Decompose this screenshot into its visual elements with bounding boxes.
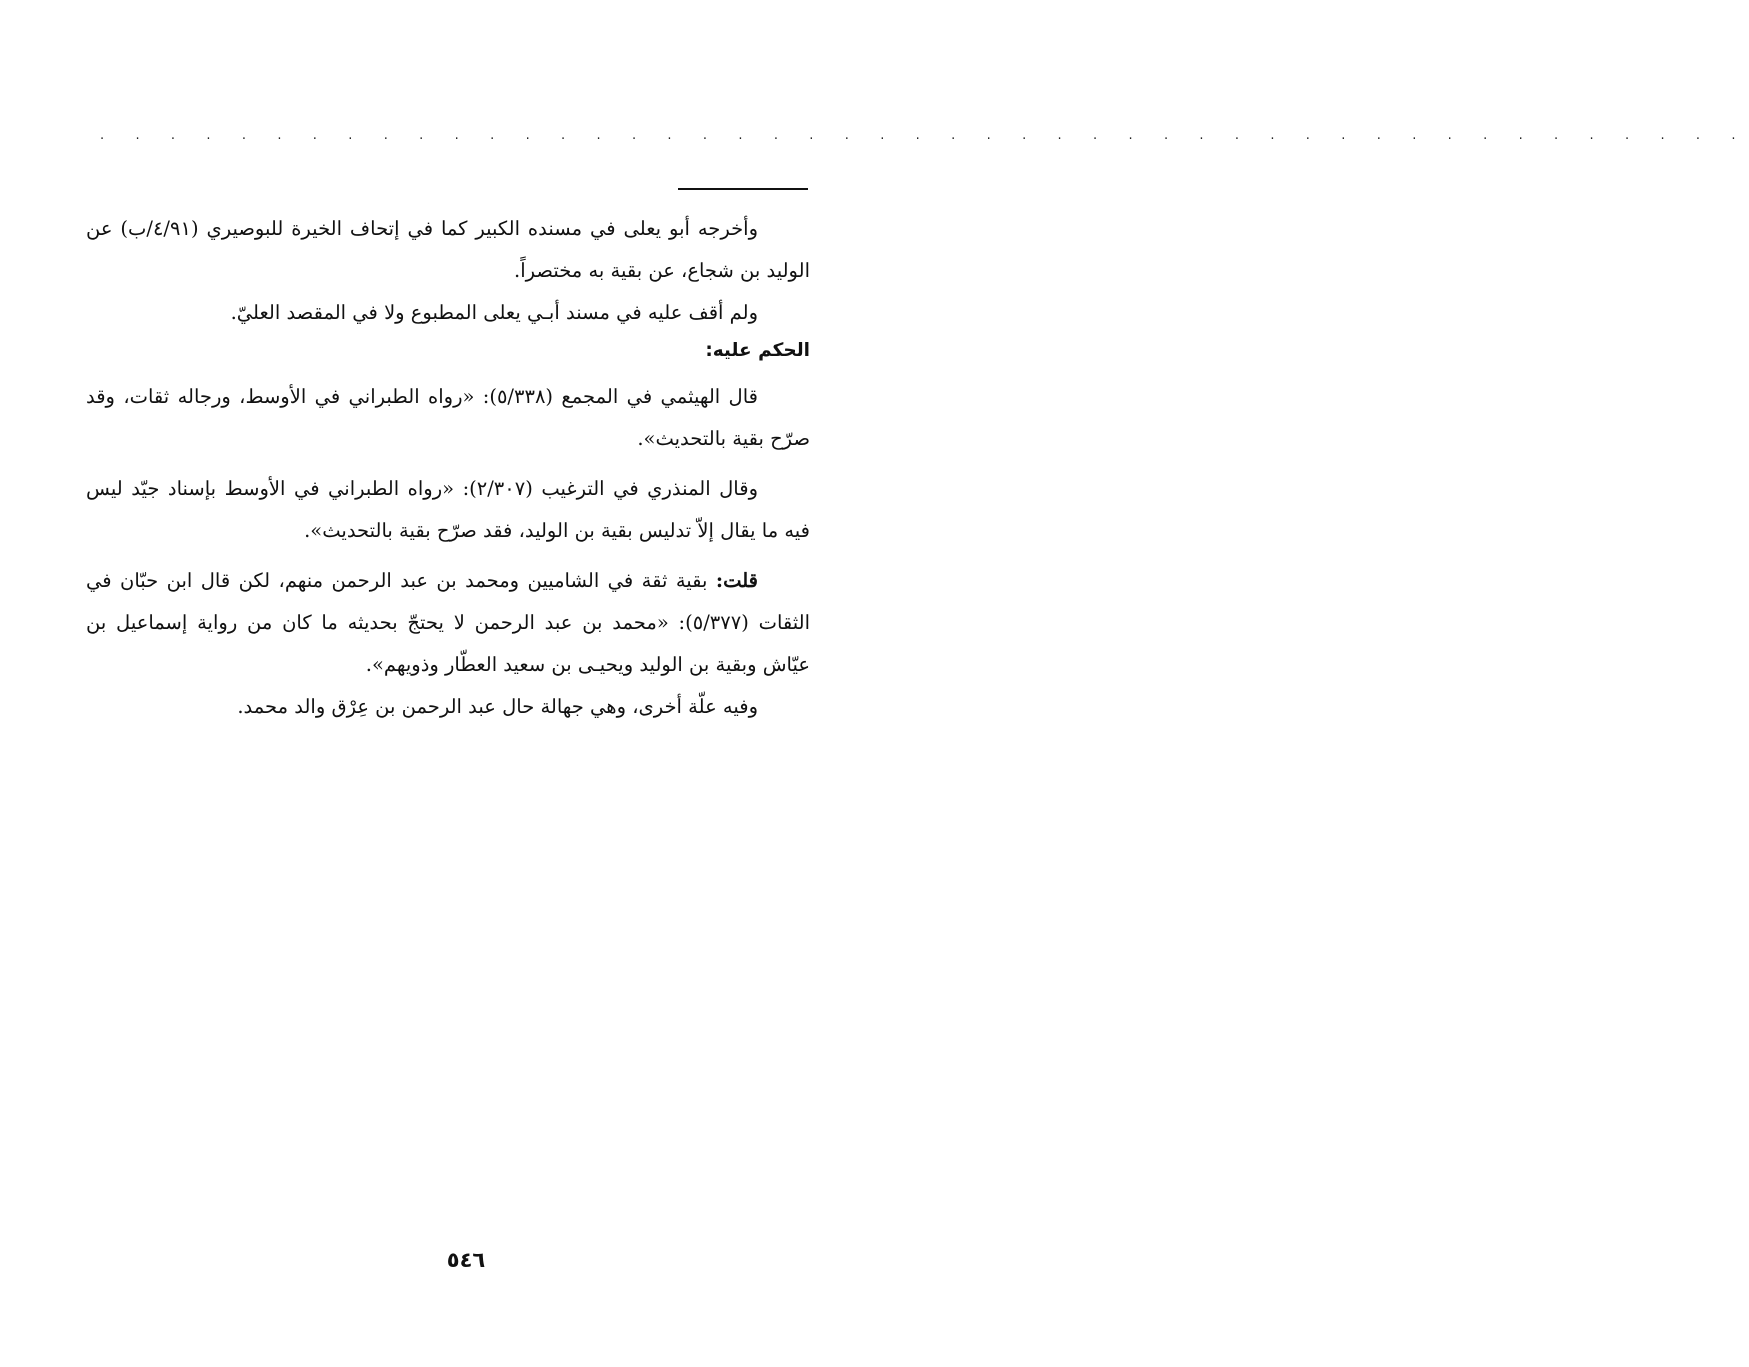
qultu-text: بقية ثقة في الشاميين ومحمد بن عبد الرحمن منهم، لكن قال ابن حبّان في الثقات (٥/٣٧٧): «محمد بن عبد الرحمن لا يحتجّ بحديثه ما كان من رواية إسماعيل بن عيّاش وبقية بن الوليد ويحيـى بن سعيد العطّار وذويهم». — [86, 569, 810, 676]
paragraph-not-found: ولم أقف عليه في مسند أبـي يعلى المطبوع ولا في المقصد العليّ. — [230, 301, 758, 324]
paragraph-mundhiri: وقال المنذري في الترغيب (٢/٣٠٧): «رواه الطبراني في الأوسط بإسناد جيّد ليس فيه ما يقال إلاّ تدليس بقية بن الوليد، فقد صرّح بقية بالتحديث». — [86, 477, 810, 542]
separator-dots: . . . . . . . . . . . . . . . . . . . . . . . . . . . . . . . . . . . . . . . . . . . . . . . — [100, 128, 1749, 143]
paragraph-illa: وفيه علّة أخرى، وهي جهالة حال عبد الرحمن بن عِرْق والد محمد. — [237, 695, 758, 718]
main-text — [86, 208, 810, 728]
page-number: ٥٤٦ — [446, 1248, 486, 1272]
paragraph-haythami: قال الهيثمي في المجمع (٥/٣٣٨): «رواه الطبراني في الأوسط، ورجاله ثقات، وقد صرّح بقية بالتحديث». — [86, 385, 810, 450]
paragraph-abu-yala: وأخرجه أبو يعلى في مسنده الكبير كما في إتحاف الخيرة للبوصيري (٤/٩١/ب) عن الوليد بن شجاع، عن بقية به مختصراً. — [86, 217, 810, 282]
paragraph-qultu — [86, 560, 810, 686]
section-heading: الحكم عليه: — [705, 340, 810, 361]
qultu-label: قلت: — [715, 569, 758, 592]
footnote-rule — [678, 188, 808, 190]
